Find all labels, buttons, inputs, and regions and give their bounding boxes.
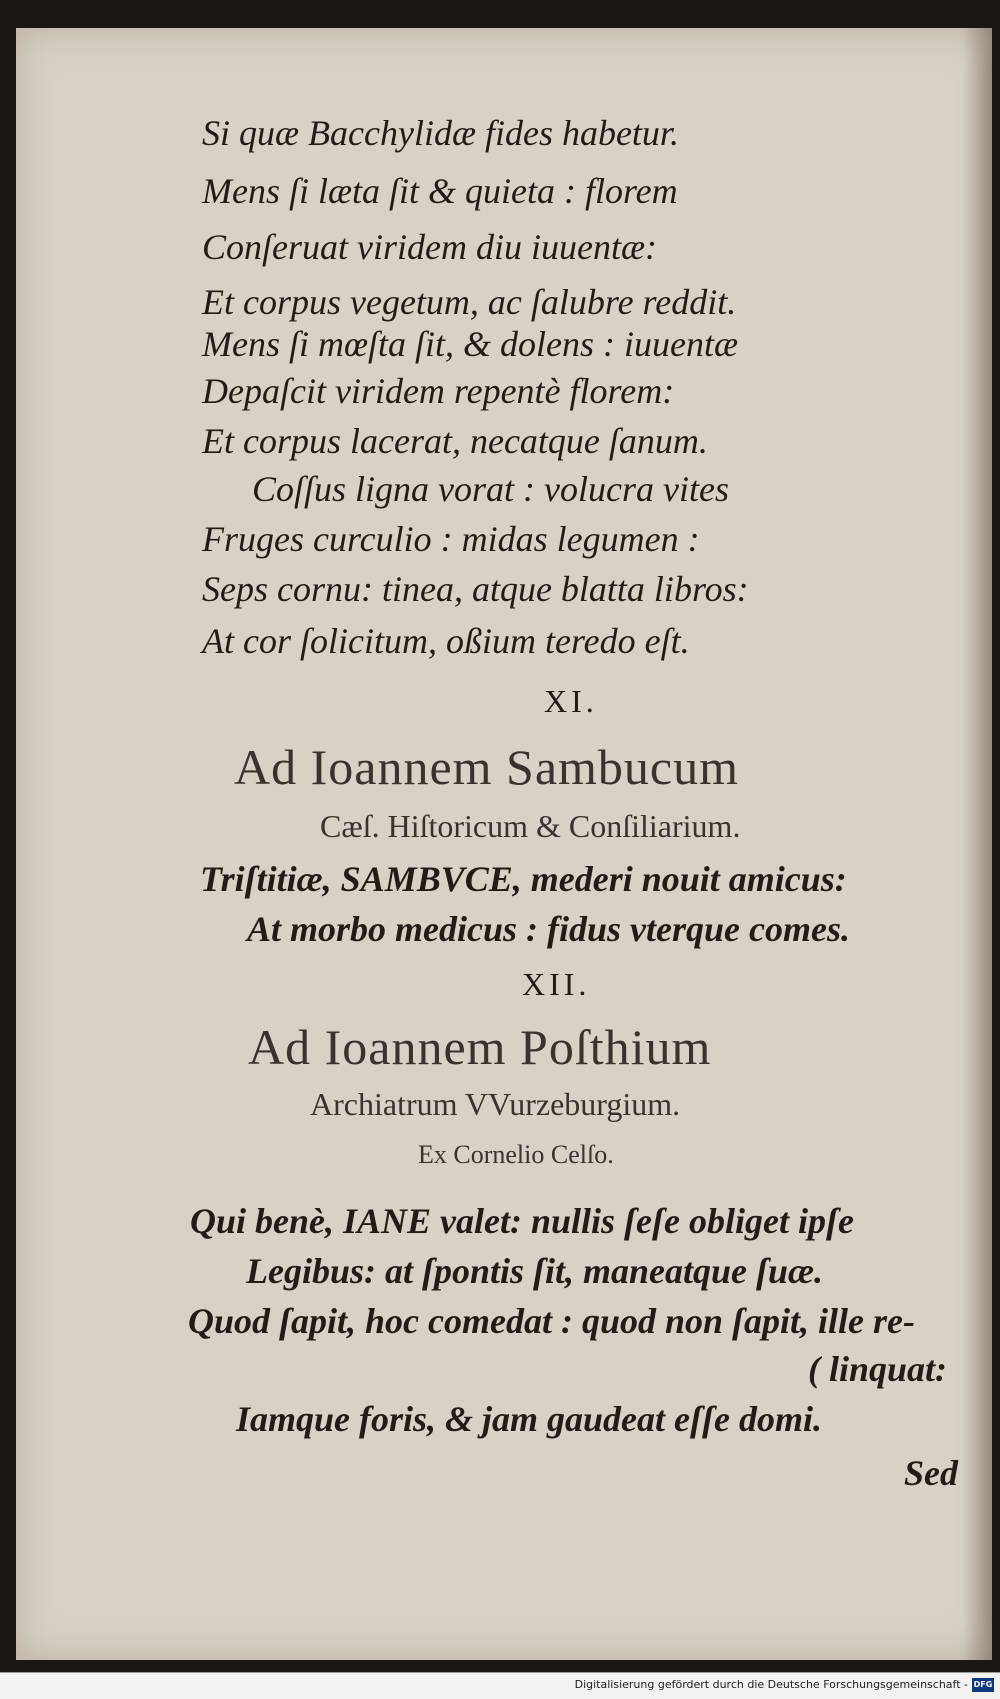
verse-line: ( linquat:	[808, 1349, 948, 1389]
section-title: Ad Ioannem Poſthium	[248, 1019, 712, 1075]
poem-line: Et corpus vegetum, ac ſalubre reddit.	[202, 282, 737, 322]
section-subtitle: Archiatrum VVurzeburgium.	[310, 1086, 681, 1122]
source-note: Ex Cornelio Celſo.	[418, 1140, 614, 1169]
verse-line: Triſtitiæ, SAMBVCE, mederi nouit amicus:	[200, 859, 847, 899]
poem-line: Fruges curculio : midas legumen :	[202, 519, 700, 559]
verse-line: Legibus: at ſpontis ſit, maneatque ſuæ.	[246, 1251, 824, 1291]
section-number: XII.	[522, 966, 591, 1002]
poem-line: Coſſus ligna vorat : volucra vites	[252, 469, 729, 509]
verse-line: Quod ſapit, hoc comedat : quod non ſapit, ille re-	[188, 1301, 915, 1341]
poem-line: Mens ſi mœſta ſit, & dolens : iuuentæ	[202, 324, 738, 364]
poem-line: Depaſcit viridem repentè florem:	[202, 371, 675, 411]
section-subtitle: Cæſ. Hiſtoricum & Conſiliarium.	[320, 808, 741, 844]
poem-line: Seps cornu: tinea, atque blatta libros:	[202, 569, 749, 609]
dfg-logo-icon: DFG	[972, 1678, 994, 1692]
poem-line: Conſeruat viridem diu iuuentæ:	[202, 227, 657, 267]
poem-line: Et corpus lacerat, necatque ſanum.	[202, 421, 708, 461]
verse-line: Iamque foris, & jam gaudeat eſſe domi.	[236, 1399, 822, 1439]
footer-credit: Digitalisierung gefördert durch die Deutsche Forschungsgemeinschaft -	[574, 1678, 968, 1691]
section-title: Ad Ioannem Sambucum	[234, 739, 740, 795]
poem-line: At cor ſolicitum, oßium teredo eſt.	[202, 621, 690, 661]
poem-line: Si quæ Bacchylidæ fides habetur.	[202, 113, 679, 153]
page-edge-shadow	[962, 28, 992, 1660]
poem-line: Mens ſi læta ſit & quieta : florem	[202, 171, 678, 211]
catchword: Sed	[904, 1453, 958, 1493]
verse-line: At morbo medicus : fidus vterque comes.	[247, 909, 850, 949]
footer-bar	[0, 1672, 1000, 1699]
verse-line: Qui benè, IANE valet: nullis ſeſe obliget ipſe	[190, 1201, 854, 1241]
section-number: XI.	[544, 683, 598, 719]
